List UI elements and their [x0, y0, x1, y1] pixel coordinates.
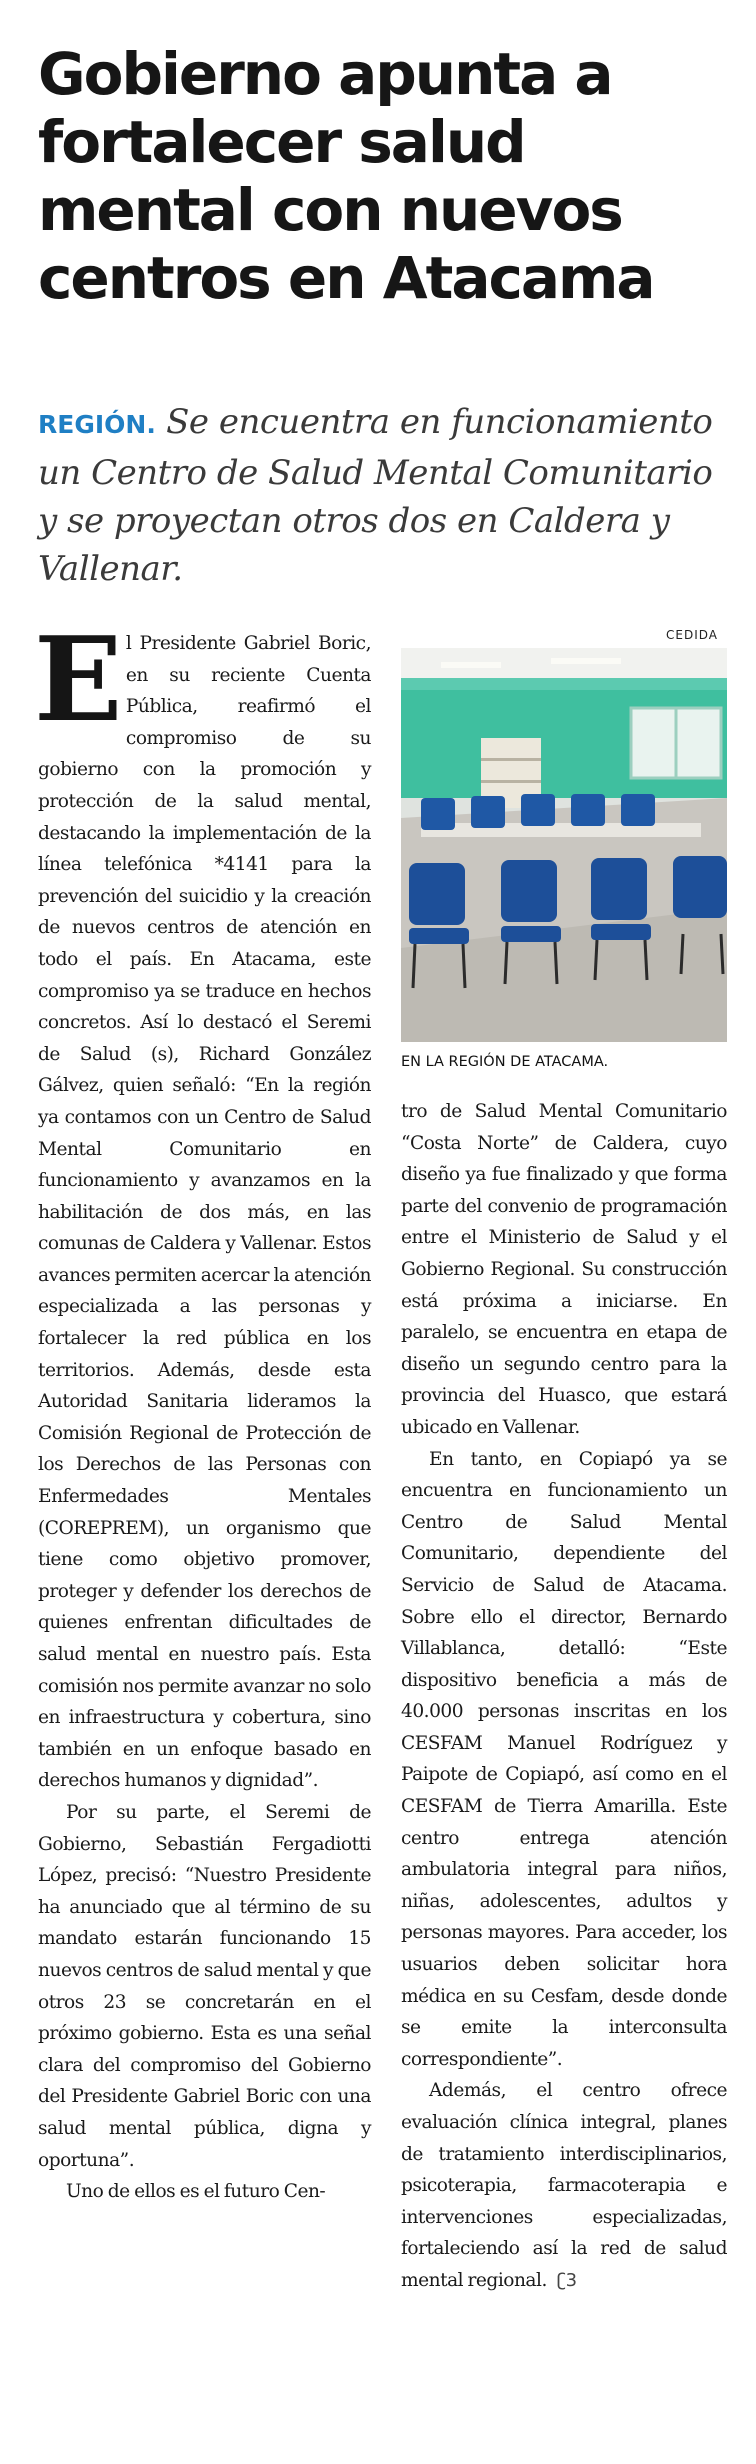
end-mark: ʗ3	[556, 2269, 577, 2291]
article-photo	[401, 648, 727, 1042]
photo-caption: EN LA REGIÓN DE ATACAMA.	[401, 1054, 609, 1070]
paragraph-5-text: Además, el centro ofrece evaluación clínica integral, planes de tratamiento interdisciplinarios, psicoterapia, farmacoterapia e intervenciones especializadas, fortaleciendo así la red de salud mental regional.	[401, 2080, 727, 2291]
headline: Gobierno apunta a fortalecer salud mental con nuevos centros en Atacama	[38, 40, 654, 312]
paragraph-5	[401, 2075, 727, 2296]
photo-credit: CEDIDA	[666, 628, 718, 642]
article-column-1	[34, 612, 371, 2208]
drop-cap: E	[34, 612, 122, 748]
paragraph-1-text: l Presidente Gabriel Boric, en su reciente Cuenta Pública, reafirmó el compromiso de su gobierno con la promoción y protección de la salud mental, destacando la implementación de la línea telefónica *4141 para la prevención del suicidio y la creación de nuevos centros de atención en todo el país. En Atacama, este compromiso ya se traduce en hechos concretos. Así lo destacó el Seremi de Salud (s), Richard González Gálvez, quien señaló: “En la región ya contamos con un Centro de Salud Mental Comunitario en funcionamiento y avanzamos en la habilitación de dos más, en las comunas de Caldera y Vallenar. Estos avances permiten acercar la atención especializada a las personas y fortalecer la red pública en los territorios. Además, desde esta Autoridad Sanitaria lideramos la Comisión Regional de Protección de los Derechos de las Personas con Enfermedades Mentales (COREPREM), un organismo que tiene como objetivo promover, proteger y defender los derechos de quienes enfrentan dificultades de salud mental en nuestro país. Esta comisión nos permite avanzar no solo en infraestructura y cobertura, sino también en un enfoque basado en derechos humanos y dignidad”.	[38, 633, 371, 1792]
paragraph-4: En tanto, en Copiapó ya se encuentra en funcionamiento un Centro de Salud Mental Comunitario, dependiente del Servicio de Salud de Atacama. Sobre ello el director, Bernardo Villablanca, detalló: “Este dispositivo beneficia a más de 40.000 personas inscritas en los CESFAM Manuel Rodríguez y Paipote de Copiapó, así como en el CESFAM de Tierra Amarilla. Este centro entrega atención ambulatoria integral para niños, niñas, adolescentes, adultos y personas mayores. Para acceder, los usuarios deben solicitar hora médica en su Cesfam, desde donde se emite la interconsulta correspondiente”.	[401, 1448, 727, 2070]
deck-text: Se encuentra en funcionamiento un Centro de Salud Mental Comunitario y se proyectan otros dos en Caldera y Vallenar.	[38, 402, 713, 589]
article-column-2	[401, 1096, 727, 2297]
paragraph-1	[34, 612, 371, 1797]
deck-kicker: REGIÓN.	[38, 410, 156, 439]
paragraph-3-start: Uno de ellos es el futuro Cen-	[66, 2181, 326, 2203]
classroom-photo-illustration	[401, 648, 727, 1042]
deck	[38, 398, 718, 593]
paragraph-2: Por su parte, el Seremi de Gobierno, Sebastián Fergadiotti López, precisó: “Nuestro Presidente ha anunciado que al término de su mandato estarán funcionando 15 nuevos centros de salud mental y que otros 23 se concretarán en el próximo gobierno. Esta es una señal clara del compromiso del Gobierno del Presidente Gabriel Boric con una salud mental pública, digna y oportuna”.	[38, 1801, 371, 2171]
paragraph-3-continued: tro de Salud Mental Comunitario “Costa Norte” de Caldera, cuyo diseño ya fue finalizado y que forma parte del convenio de programación entre el Ministerio de Salud y el Gobierno Regional. Su construcción está próxima a iniciarse. En paralelo, se encuentra en etapa de diseño un segundo centro para la provincia del Huasco, que estará ubicado en Vallenar.	[401, 1101, 727, 1438]
